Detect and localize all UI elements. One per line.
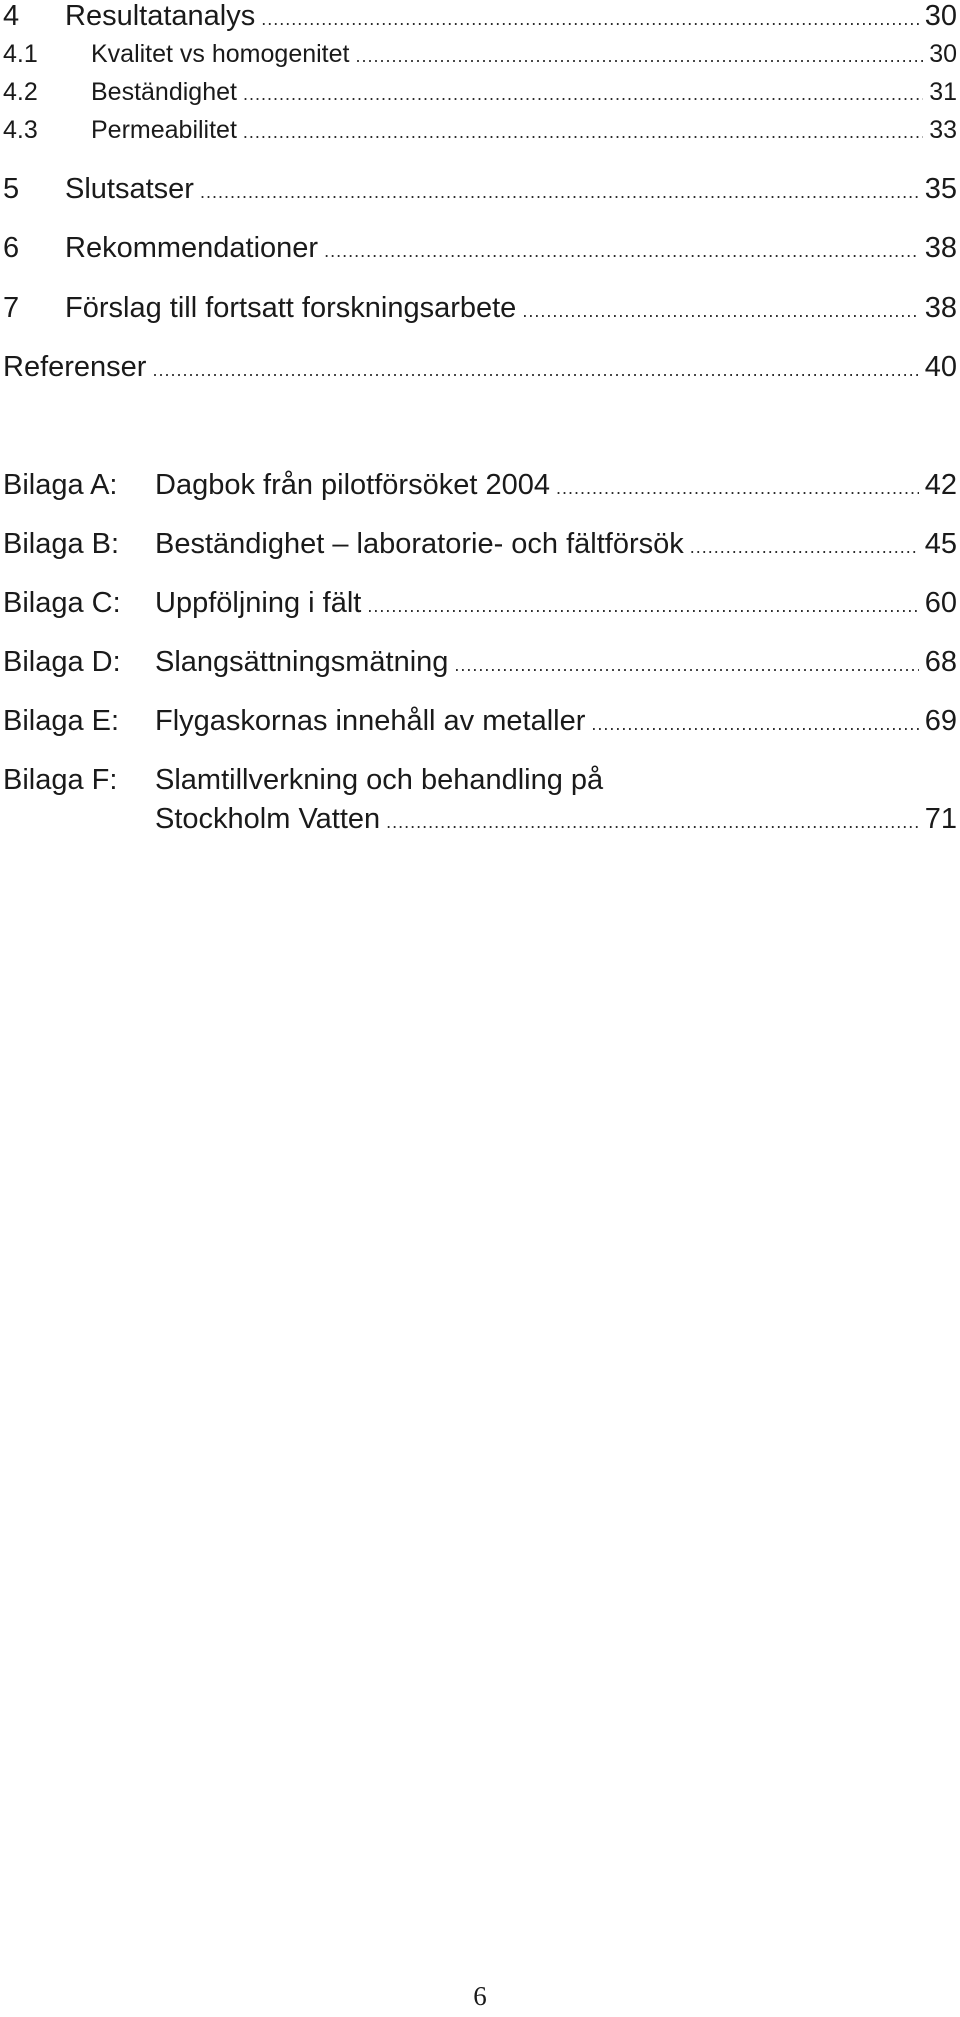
toc-title-line-2: Stockholm Vatten bbox=[155, 803, 381, 835]
toc-page: 60 bbox=[924, 587, 957, 619]
toc-page: 45 bbox=[924, 528, 957, 560]
toc-leader bbox=[355, 46, 923, 67]
appendix-label: Bilaga B: bbox=[3, 528, 120, 560]
appendix-label: Bilaga D: bbox=[3, 646, 121, 678]
toc-page: 69 bbox=[924, 705, 957, 737]
toc-title: Kvalitet vs homogenitet bbox=[91, 40, 350, 68]
toc-leader bbox=[324, 241, 919, 262]
toc-entry-chapter-5[interactable] bbox=[3, 173, 957, 206]
toc-leader bbox=[522, 301, 918, 322]
toc-page: 38 bbox=[924, 232, 957, 264]
toc-page: 38 bbox=[924, 292, 957, 324]
toc-entry-chapter-7[interactable] bbox=[3, 292, 957, 325]
toc-entry-section-4-2[interactable] bbox=[3, 78, 957, 107]
toc-title-line-1: Slamtillverkning och behandling på bbox=[155, 764, 604, 796]
toc-entry-appendix-e[interactable] bbox=[3, 705, 957, 738]
toc-entry-appendix-c[interactable] bbox=[3, 587, 957, 620]
toc-entry-appendix-f-label[interactable] bbox=[3, 764, 957, 797]
toc-title: Resultatanalys bbox=[65, 0, 256, 32]
toc-leader bbox=[367, 596, 918, 617]
toc-title: Permeabilitet bbox=[91, 116, 237, 144]
toc-entry-appendix-f[interactable] bbox=[155, 803, 957, 836]
toc-title: Uppföljning i fält bbox=[155, 587, 362, 619]
appendix-label: Bilaga E: bbox=[3, 705, 120, 737]
toc-entry-appendix-b[interactable] bbox=[3, 528, 957, 561]
toc-leader bbox=[243, 84, 923, 105]
toc-number: 4.2 bbox=[3, 78, 38, 106]
toc-number: 4.3 bbox=[3, 116, 38, 144]
toc-page: 68 bbox=[924, 646, 957, 678]
toc-title: Förslag till fortsatt forskningsarbete bbox=[65, 292, 517, 324]
toc-entry-section-4-1[interactable] bbox=[3, 40, 957, 69]
toc-entry-chapter-4[interactable] bbox=[3, 0, 957, 33]
toc-entry-section-4-3[interactable] bbox=[3, 116, 957, 145]
toc-page: 33 bbox=[929, 116, 957, 144]
toc-entry-appendix-a[interactable] bbox=[3, 469, 957, 502]
toc-page: 40 bbox=[924, 351, 957, 383]
toc-leader bbox=[556, 478, 919, 499]
toc-page: 42 bbox=[924, 469, 957, 501]
toc-entry-chapter-6[interactable] bbox=[3, 232, 957, 265]
appendix-label: Bilaga C: bbox=[3, 587, 121, 619]
toc-title: Dagbok från pilotförsöket 2004 bbox=[155, 469, 550, 501]
toc-leader bbox=[591, 714, 918, 735]
toc-title: Rekommendationer bbox=[65, 232, 319, 264]
toc-page: 71 bbox=[924, 803, 957, 835]
toc-leader bbox=[152, 360, 918, 381]
toc-title: Slutsatser bbox=[65, 173, 194, 205]
toc-leader bbox=[200, 182, 919, 203]
toc-title: Beständighet bbox=[91, 78, 237, 106]
appendix-label: Bilaga F: bbox=[3, 764, 118, 796]
toc-number: 4 bbox=[3, 0, 20, 32]
toc-title: Flygaskornas innehåll av metaller bbox=[155, 705, 586, 737]
toc-page: 30 bbox=[924, 0, 957, 32]
toc-title: Referenser bbox=[3, 351, 147, 383]
toc-number: 4.1 bbox=[3, 40, 38, 68]
toc-leader bbox=[243, 122, 923, 143]
toc-number: 7 bbox=[3, 292, 20, 324]
toc-number: 6 bbox=[3, 232, 20, 264]
toc-entry-references[interactable] bbox=[3, 351, 957, 384]
toc-title: Slangsättningsmätning bbox=[155, 646, 449, 678]
toc-leader bbox=[454, 655, 918, 676]
toc-title: Beständighet – laboratorie- och fältförsök bbox=[155, 528, 684, 560]
toc-page: 35 bbox=[924, 173, 957, 205]
toc-page: 30 bbox=[929, 40, 957, 68]
appendix-label: Bilaga A: bbox=[3, 469, 118, 501]
page-number: 6 bbox=[473, 1981, 487, 2011]
toc-page: 31 bbox=[929, 78, 957, 106]
toc-entry-appendix-d[interactable] bbox=[3, 646, 957, 679]
toc-number: 5 bbox=[3, 173, 20, 205]
toc-leader bbox=[261, 9, 919, 30]
toc-leader bbox=[386, 812, 919, 833]
toc-leader bbox=[690, 537, 919, 558]
